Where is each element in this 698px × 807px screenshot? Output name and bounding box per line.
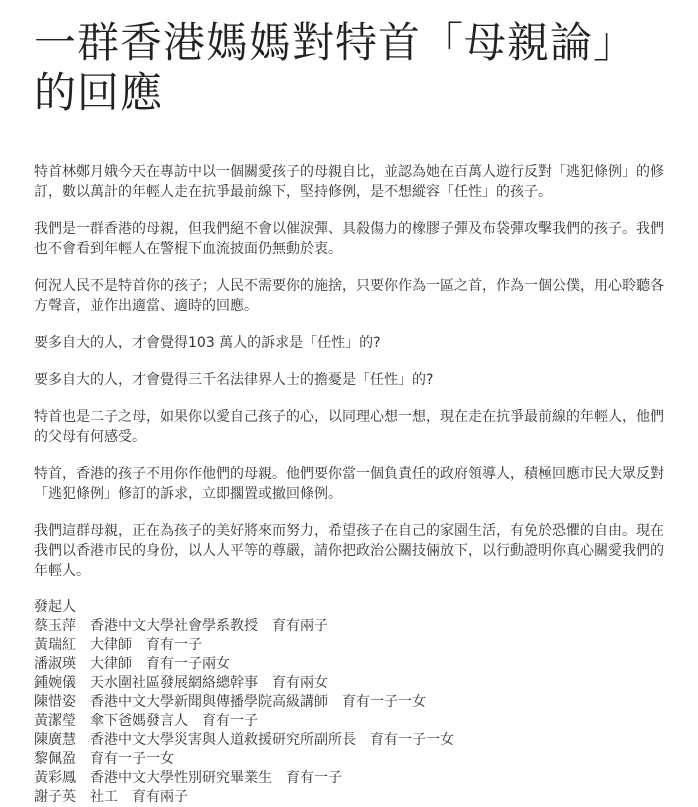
- signer-row: [34, 693, 676, 712]
- article-body: [34, 162, 676, 581]
- paragraph: 我們是一群香港的母親，但我們絕不會以催淚彈、具殺傷力的橡膠子彈及布袋彈攻擊我們的孩子。我們也不會看到年輕人在警棍下血流披面仍無動於衷。: [34, 221, 664, 257]
- signer-note: 育有一子一女: [370, 732, 454, 748]
- signer-name: 蔡玉萍: [34, 618, 76, 634]
- signer-note: 育有一子: [202, 713, 258, 729]
- signer-row: [34, 617, 676, 636]
- signer-title: 天水圍社區發展網絡總幹事: [90, 675, 258, 691]
- signer-note: 育有一子一女: [90, 751, 174, 767]
- paragraph: 特首林鄭月娥今天在專訪中以一個關愛孩子的母親自比，並認為她在百萬人遊行反對「逃犯條例」的修訂，數以萬計的年輕人走在抗爭最前線下，堅持修例，是不想縱容「任性」的孩子。: [34, 164, 664, 200]
- signer-row: [34, 750, 676, 769]
- signer-title: 大律師: [90, 656, 132, 672]
- signer-row: [34, 712, 676, 731]
- signer-row: [34, 636, 676, 655]
- signer-title: 香港中文大學性別研究畢業生: [90, 770, 272, 786]
- signer-row: [34, 769, 676, 788]
- signer-row: [34, 788, 676, 807]
- signers-heading: 發起人: [34, 599, 76, 615]
- paragraph: 要多自大的人，才會覺得103 萬人的訴求是「任性」的?: [34, 335, 381, 351]
- paragraph: 何況人民不是特首你的孩子；人民不需要你的施捨，只要你作為一區之首，作為一個公僕，用心聆聽各方聲音，並作出適當、適時的回應。: [34, 278, 664, 314]
- signer-name: 潘淑瑛: [34, 656, 76, 672]
- signer-name: 鍾婉儀: [34, 675, 76, 691]
- signer-note: 育有一子兩女: [146, 656, 230, 672]
- signer-title: 香港中文大學社會學系教授: [90, 618, 258, 634]
- signer-note: 育有一子一女: [342, 694, 426, 710]
- signer-note: 育有一子: [146, 637, 202, 653]
- signer-name: 黃潔瑩: [34, 713, 76, 729]
- signer-row: [34, 731, 676, 750]
- signer-title: 傘下爸媽發言人: [90, 713, 188, 729]
- article-title: 一群香港媽媽對特首「母親論」的回應: [34, 18, 637, 117]
- signer-row: [34, 674, 676, 693]
- signer-note: 育有兩女: [272, 675, 328, 691]
- signer-name: 謝子英: [34, 789, 76, 805]
- signer-name: 黎佩盈: [34, 751, 76, 767]
- signer-name: 黃彩鳳: [34, 770, 76, 786]
- signer-title: 社工: [90, 789, 118, 805]
- signer-name: 陳惜姿: [34, 694, 76, 710]
- signer-row: [34, 655, 676, 674]
- signers-list: [34, 598, 676, 807]
- paragraph: 特首也是二子之母，如果你以愛自己孩子的心，以同理心想一想，現在走在抗爭最前線的年輕人，他們的父母有何感受。: [34, 409, 664, 445]
- signer-title: 香港中文大學災害與人道救援研究所副所長: [90, 732, 356, 748]
- signer-note: 育有一子: [286, 770, 342, 786]
- paragraph: 我們這群母親，正在為孩子的美好將來而努力，希望孩子在自己的家園生活，有免於恐懼的自由。現在我們以香港市民的身份，以人人平等的尊嚴，請你把政治公關技倆放下，以行動證明你真心關愛我們的年輕人。: [34, 523, 664, 579]
- paragraph: 特首，香港的孩子不用你作他們的母親。他們要你當一個負責任的政府領導人，積極回應市民大眾反對「逃犯條例」修訂的訴求，立即擱置或撤回條例。: [34, 466, 664, 502]
- paragraph: 要多自大的人，才會覺得三千名法律界人士的擔憂是「任性」的?: [34, 372, 434, 388]
- signer-title: 香港中文大學新聞與傳播學院高級講師: [90, 694, 328, 710]
- signer-name: 陳廣慧: [34, 732, 76, 748]
- signer-note: 育有兩子: [272, 618, 328, 634]
- signer-title: 大律師: [90, 637, 132, 653]
- signer-note: 育有兩子: [132, 789, 188, 805]
- signer-name: 黃瑞紅: [34, 637, 76, 653]
